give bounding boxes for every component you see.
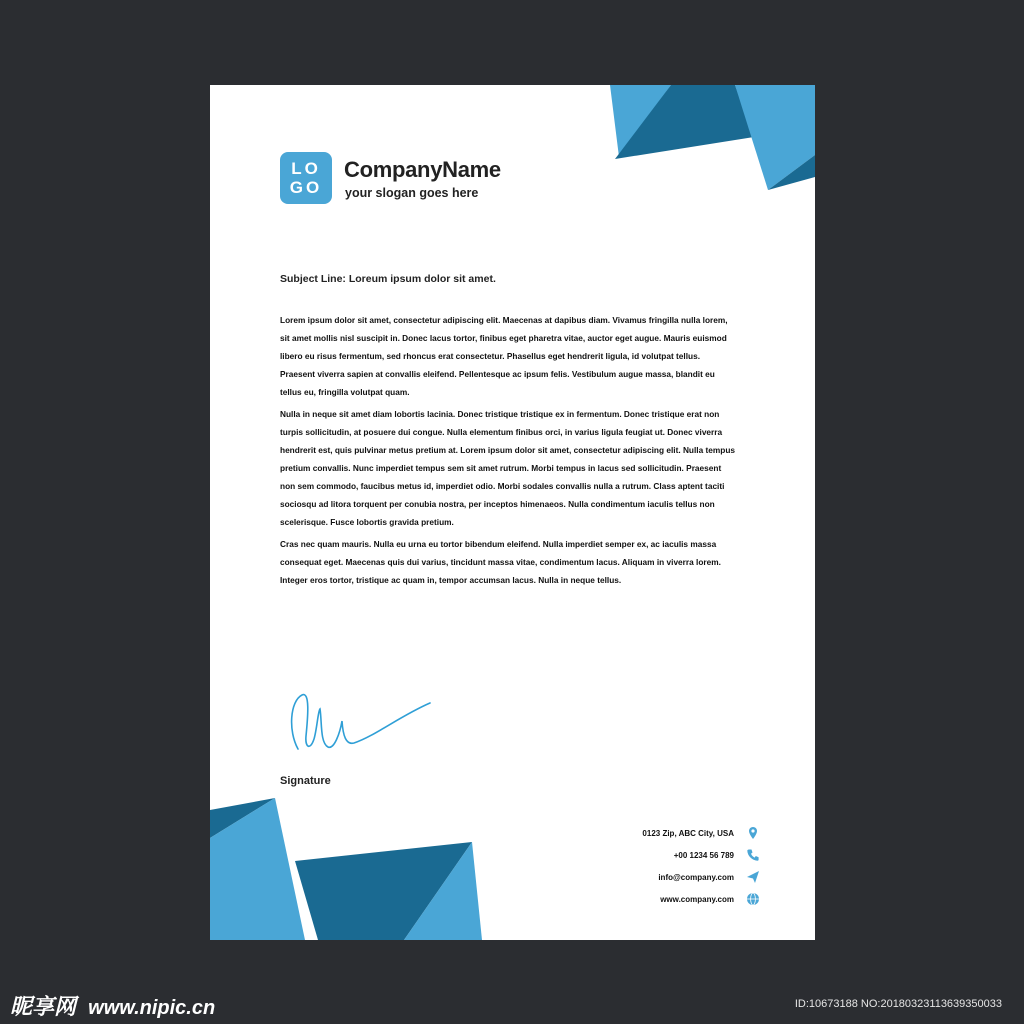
contact-block	[480, 822, 760, 910]
watermark-brand	[10, 990, 215, 1021]
globe-icon	[746, 892, 760, 906]
website-text: www.company.com	[660, 894, 734, 904]
bottom-left-decoration	[210, 798, 490, 940]
paper-plane-icon	[746, 870, 760, 884]
logo-text-top: LO	[291, 159, 321, 178]
address-text: 0123 Zip, ABC City, USA	[642, 828, 734, 838]
contact-website	[480, 888, 760, 910]
letter-body	[280, 311, 736, 593]
logo-icon	[280, 152, 332, 204]
company-name: CompanyName	[344, 157, 501, 182]
email-text: info@company.com	[658, 872, 734, 882]
company-slogan: your slogan goes here	[345, 186, 479, 200]
watermark-brand-name: 昵享网	[10, 994, 77, 1019]
paragraph-1: Lorem ipsum dolor sit amet, consectetur adipiscing elit. Maecenas at dapibus diam. Vivamus fringilla nulla lorem, sit amet mollis nisl suscipit in. Donec lacus tortor, finibus eget pharetra vitae, auctor eget augue. Mauris euismod libero eu risus fermentum, sed rhoncus erat consectetur. Phasellus eget hendrerit ligula, id volutpat tellus. Praesent viverra sapien at convallis eleifend. Pellentesque ac ipsum felis. Vestibulum augue massa, blandit eu tellus eu, fringilla volutpat quam.	[280, 315, 728, 397]
watermark-site: www.nipic.cn	[88, 997, 216, 1019]
paragraph-3: Cras nec quam mauris. Nulla eu urna eu tortor bibendum eleifend. Nulla imperdiet semper ex, ac iaculis massa consequat eget. Maecenas quis dui varius, tincidunt massa vitae, condimentum lacus. Aliquam in viverra lorem. Integer eros tortor, tristique ac quam in, tempor accumsan lacus. Nulla in neque tellus.	[280, 539, 721, 585]
subject-line: Subject Line: Loreum ipsum dolor sit amet.	[280, 273, 496, 285]
watermark-id: ID:10673188 NO:20180323113639350033	[794, 998, 1002, 1010]
signature-label: Signature	[280, 775, 331, 787]
phone-icon	[746, 848, 760, 862]
handwritten-signature	[280, 681, 440, 761]
top-right-decoration	[605, 85, 815, 195]
contact-phone	[480, 844, 760, 866]
logo-text-bottom: GO	[289, 178, 323, 197]
phone-text: +00 1234 56 789	[673, 850, 734, 860]
contact-email	[480, 866, 760, 888]
location-pin-icon	[746, 826, 760, 840]
paragraph-2: Nulla in neque sit amet diam lobortis lacinia. Donec tristique tristique ex in fermentum. Donec tristique erat non turpis sollicitudin, at posuere dui congue. Nulla elementum finibus orci, in varius ligula feugiat ut. Donec viverra hendrerit est, quis pulvinar metus pretium at. Lorem ipsum dolor sit amet, consectetur adipiscing elit. Nulla tempus pretium convallis. Nunc imperdiet tempus sem sit amet rutrum. Morbi tempus in lacus sed sollicitudin. Praesent non sem commodo, faucibus metus id, imperdiet odio. Morbi sodales convallis nulla a rutrum. Class aptent taciti sociosqu ad litora torquent per conubia nostra, per inceptos himenaeos. Nulla condimentum iaculis tellus non scelerisque. Fusce lobortis gravida pretium.	[280, 409, 736, 527]
letterhead-page	[210, 85, 815, 940]
contact-address	[480, 822, 760, 844]
